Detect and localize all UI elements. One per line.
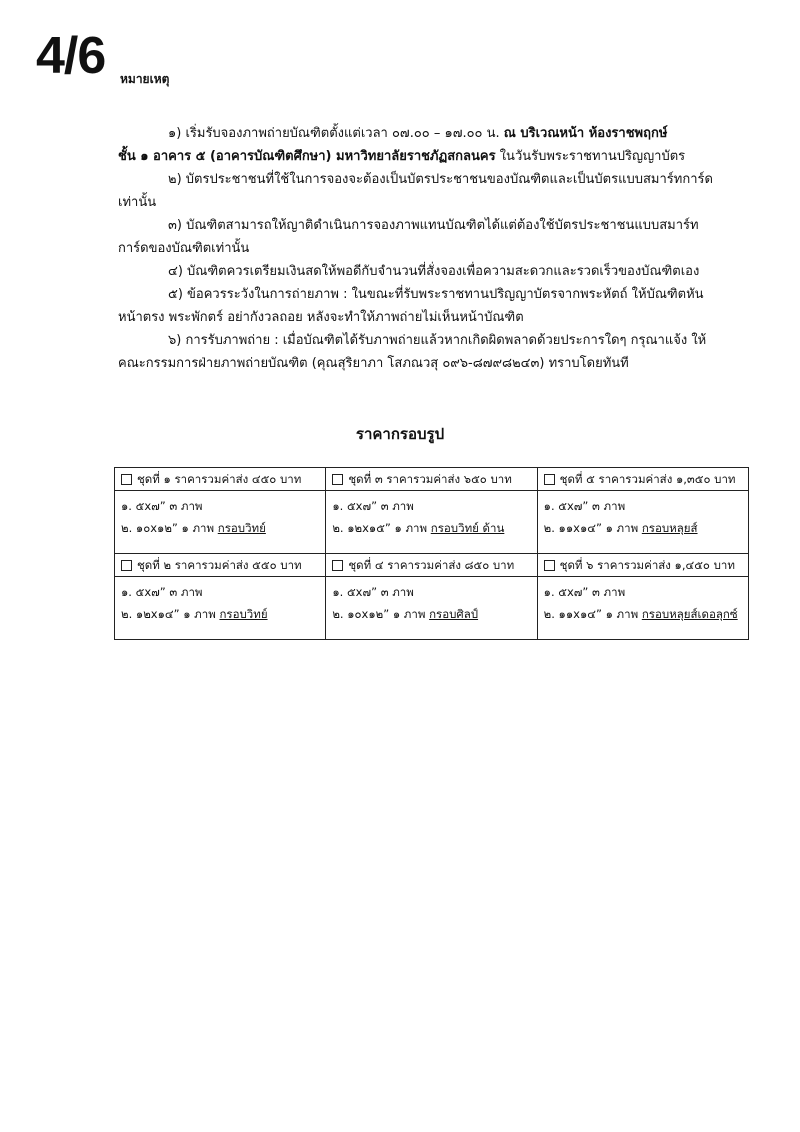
set-5-frame: กรอบหลุยส์	[641, 521, 698, 535]
note-1-occasion: ในวันรับพระราชทานปริญญาบัตร	[495, 149, 686, 164]
set-3-line-2-size: ๒. ๑๒x๑๕” ๑ ภาพ	[332, 521, 431, 535]
set-1-frame: กรอบวิทย์	[217, 521, 266, 535]
set-5-line-2-size: ๒. ๑๑x๑๔” ๑ ภาพ	[543, 521, 642, 535]
set-6-checkbox[interactable]	[544, 560, 555, 571]
set-3-header	[326, 468, 537, 491]
set-6-header	[537, 554, 748, 577]
note-4: ๔) บัณฑิตควรเตรียมเงินสดให้พอดีกับจำนวนที่สั่งจองเพื่อความสะดวกและรวดเร็วของบัณฑิตเอง	[168, 264, 700, 279]
price-section-title: ราคากรอบรูป	[355, 425, 445, 443]
set-2-checkbox[interactable]	[121, 560, 132, 571]
set-5-checkbox[interactable]	[544, 474, 555, 485]
set-6-line-1: ๑. ๕x๗” ๓ ภาพ	[543, 585, 626, 599]
set-5-items	[537, 491, 748, 554]
price-table	[114, 467, 749, 640]
note-2-cont: เท่านั้น	[118, 195, 157, 210]
set-2-frame: กรอบวิทย์	[219, 607, 268, 621]
set-1-line-2-size: ๒. ๑๐x๑๒” ๑ ภาพ	[121, 521, 218, 535]
set-2-line-2	[121, 603, 319, 625]
set-2-line-2-size: ๒. ๑๒x๑๔” ๑ ภาพ	[121, 607, 220, 621]
page-number: 4/6	[36, 27, 106, 85]
price-header-row	[115, 468, 749, 491]
set-4-label: ชุดที่ ๔ ราคารวมค่าส่ง ๘๕๐ บาท	[348, 558, 515, 572]
note-2: ๒) บัตรประชาชนที่ใช้ในการจองจะต้องเป็นบัตรประชาชนของบัณฑิตและเป็นบัตรแบบสมาร์ทการ์ด	[168, 172, 713, 187]
set-4-items	[326, 577, 537, 640]
set-1-label: ชุดที่ ๑ ราคารวมค่าส่ง ๔๕๐ บาท	[137, 472, 302, 486]
set-1-items	[115, 491, 326, 554]
set-4-line-2	[332, 603, 530, 625]
set-2-label: ชุดที่ ๒ ราคารวมค่าส่ง ๕๕๐ บาท	[137, 558, 302, 572]
note-5-cont: หน้าตรง พระพักตร์ อย่ากังวลถอย หลังจะทำให้ภาพถ่ายไม่เห็นหน้าบัณฑิต	[118, 310, 524, 325]
set-1-line-2	[121, 517, 319, 539]
note-3: ๓) บัณฑิตสามารถให้ญาติดำเนินการจองภาพแทนบัณฑิตได้แต่ต้องใช้บัตรประชาชนแบบสมาร์ท	[168, 218, 699, 233]
set-3-frame: กรอบวิทย์ ด้าน	[430, 521, 505, 535]
note-1-text: ๑) เริ่มรับจองภาพถ่ายบัณฑิตตั้งแต่เวลา ๐๗.๐๐ – ๑๗.๐๐ น.	[168, 126, 504, 141]
set-4-checkbox[interactable]	[332, 560, 343, 571]
note-5: ๕) ข้อควรระวังในการถ่ายภาพ : ในขณะที่รับพระราชทานปริญญาบัตรจากพระหัตถ์ ให้บัณฑิตหัน	[168, 287, 704, 302]
set-4-header	[326, 554, 537, 577]
set-5-line-1: ๑. ๕x๗” ๓ ภาพ	[543, 499, 626, 513]
set-6-frame: กรอบหลุยส์เดอลุกซ์	[641, 607, 738, 621]
price-items-row	[115, 491, 749, 554]
set-1-checkbox[interactable]	[121, 474, 132, 485]
set-6-line-2-size: ๒. ๑๑x๑๔” ๑ ภาพ	[543, 607, 642, 621]
set-1-line-1: ๑. ๕x๗” ๓ ภาพ	[121, 499, 203, 513]
set-1-header	[115, 468, 326, 491]
note-1-building: ชั้น ๑ อาคาร ๕ (อาคารบัณฑิตศึกษา) มหาวิทยาลัยราชภัฏสกลนคร	[118, 149, 496, 164]
set-5-line-2	[544, 517, 742, 539]
set-3-checkbox[interactable]	[332, 474, 343, 485]
set-5-header	[537, 468, 748, 491]
set-6-line-2	[544, 603, 742, 625]
set-3-line-2	[332, 517, 530, 539]
set-3-items	[326, 491, 537, 554]
note-6: ๖) การรับภาพถ่าย : เมื่อบัณฑิตได้รับภาพถ่ายแล้วหากเกิดผิดพลาดด้วยประการใดๆ กรุณาแจ้ง ให้	[168, 333, 707, 348]
set-5-label: ชุดที่ ๕ ราคารวมค่าส่ง ๑,๓๕๐ บาท	[559, 472, 736, 486]
notes-heading: หมายเหตุ	[120, 72, 170, 86]
set-4-line-2-size: ๒. ๑๐x๑๒” ๑ ภาพ	[332, 607, 430, 621]
note-1	[118, 122, 730, 145]
note-1-location: ณ บริเวณหน้า ห้องราชพฤกษ์	[503, 126, 668, 141]
set-6-items	[537, 577, 748, 640]
set-6-label: ชุดที่ ๖ ราคารวมค่าส่ง ๑,๔๕๐ บาท	[559, 558, 735, 572]
note-6-cont: คณะกรรมการฝ่ายภาพถ่ายบัณฑิต (คุณสุริยาภา โสภณวสุ ๐๙๖-๘๗๙๘๒๔๓) ทราบโดยทันที	[118, 356, 629, 371]
set-2-items	[115, 577, 326, 640]
price-items-row	[115, 577, 749, 640]
set-4-frame: กรอบศิลป์	[429, 607, 479, 621]
set-3-line-1: ๑. ๕x๗” ๓ ภาพ	[332, 499, 414, 513]
price-header-row	[115, 554, 749, 577]
note-3-cont: การ์ดของบัณฑิตเท่านั้น	[118, 241, 250, 256]
set-4-line-1: ๑. ๕x๗” ๓ ภาพ	[332, 585, 414, 599]
note-1-cont	[118, 145, 730, 168]
set-2-header	[115, 554, 326, 577]
notes-list	[118, 122, 730, 375]
set-2-line-1: ๑. ๕x๗” ๓ ภาพ	[121, 585, 203, 599]
set-3-label: ชุดที่ ๓ ราคารวมค่าส่ง ๖๕๐ บาท	[348, 472, 512, 486]
